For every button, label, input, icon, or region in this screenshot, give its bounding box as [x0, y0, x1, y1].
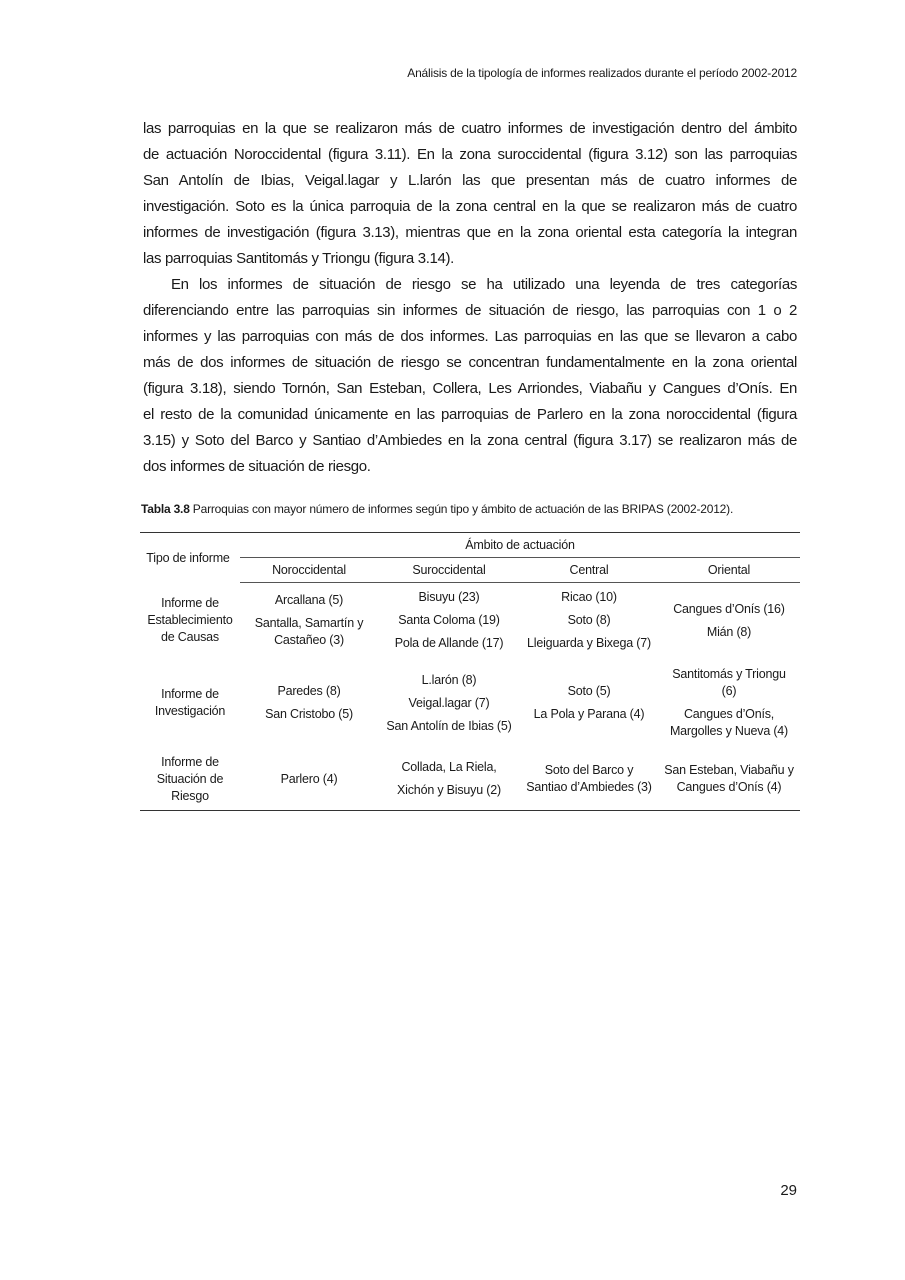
parish-entry: Santitomás y Triongu (6) [672, 667, 786, 698]
parish-entry: Mián (8) [706, 624, 752, 639]
table-cell [658, 748, 800, 811]
body-text [143, 116, 797, 480]
row-header-label: Tipo de informe [146, 551, 233, 565]
parish-entry: Ricao (10) [561, 590, 617, 604]
caption-text: Parroquias con mayor número de informes según tipo y ámbito de actuación de las BRIPAS (2002-2012). [189, 502, 734, 516]
running-header: Análisis de la tipología de informes realizados durante el período 2002-2012 [407, 66, 797, 80]
report-type-cell [140, 748, 240, 811]
parish-entry: Parlero (4) [280, 771, 338, 786]
table-row [140, 658, 800, 748]
column-header: Oriental [658, 558, 800, 583]
parish-entry: Santa Coloma (19) [398, 613, 500, 627]
text-line: de actuación Noroccidental (figura 3.11). En la zona suroccidental (figura 3.12) son las parroquias [143, 146, 797, 163]
group-header: Ámbito de actuación [240, 533, 800, 558]
table-cell [658, 658, 800, 748]
table-cell [378, 583, 520, 659]
parish-entry: San Antolín de Ibias (5) [386, 718, 512, 733]
column-header: Suroccidental [378, 558, 520, 583]
parish-entry: Cangues d’Onís, Margolles y Nueva (4) [669, 707, 789, 738]
column-header: Central [520, 558, 658, 583]
paragraph [143, 272, 797, 480]
parish-entry: Soto (5) [567, 684, 611, 698]
caption-label: Tabla 3.8 [141, 502, 190, 516]
parish-entry: Cangues d’Onís (16) [673, 601, 785, 616]
text-line: informes y las parroquias con más de dos informes. Las parroquias en las que se llevaron a cabo [143, 328, 797, 345]
table-row [140, 748, 800, 811]
parish-entry: Veigal.lagar (7) [408, 695, 490, 710]
text-line: las parroquias en la que se realizaron más de cuatro informes de investigación dentro del ámbito [143, 120, 797, 137]
row-header [140, 533, 240, 583]
table-cell [520, 658, 658, 748]
report-type: Informe de Situación de Riesgo [156, 754, 224, 803]
parish-entry: Bisuyu (23) [418, 590, 480, 604]
text-line: más de dos informes de situación de riesgo se concentran fundamentalmente en la zona oriental [143, 354, 797, 371]
text-line: el resto de la comunidad únicamente en las parroquias de Parlero en la zona noroccidental (figura [143, 406, 797, 423]
parish-table [140, 532, 800, 811]
parish-entry: Arcallana (5) [274, 593, 344, 607]
text-line: dos informes de situación de riesgo. [143, 458, 371, 475]
parish-entry: San Esteban, Viabañu y Cangues d’Onís (4) [664, 763, 794, 794]
table-cell [240, 748, 378, 811]
parish-entry: La Pola y Parana (4) [533, 707, 645, 721]
parish-entry: Soto (8) [567, 613, 611, 627]
parish-entry: Soto del Barco y Santiao d’Ambiedes (3) [526, 763, 652, 794]
parish-entry: San Cristobo (5) [265, 707, 353, 721]
parish-entry: Paredes (8) [277, 684, 341, 698]
table-cell [520, 748, 658, 811]
text-line: (figura 3.18), siendo Tornón, San Esteban, Collera, Les Arriondes, Viabañu y Cangues d’Onís. En [143, 380, 797, 397]
text-line: En los informes de situación de riesgo se ha utilizado una leyenda de tres categorías [171, 276, 797, 293]
report-type-cell [140, 583, 240, 659]
paragraph [143, 116, 797, 272]
parish-entry: Collada, La Riela, [401, 760, 497, 774]
report-type-cell [140, 658, 240, 748]
text-line: 3.15) y Soto del Barco y Santiao d’Ambiedes en la zona central (figura 3.17) se realizaron más de [143, 432, 797, 449]
text-line: diferenciando entre las parroquias sin informes de situación de riesgo, las parroquias con 1 o 2 [143, 302, 797, 319]
report-type: Informe de Establecimiento de Causas [147, 595, 233, 644]
text-line: investigación. Soto es la única parroquia de la zona central en la que se realizaron más de cuatro [143, 198, 797, 215]
parish-entry: Pola de Allande (17) [394, 636, 504, 650]
table-cell [378, 748, 520, 811]
table-cell [240, 583, 378, 659]
table-row [140, 583, 800, 659]
parish-entry: Santalla, Samartín y Castañeo (3) [254, 616, 364, 647]
text-line: las parroquias Santitomás y Triongu (figura 3.14). [143, 250, 454, 267]
parish-entry: L.larón (8) [421, 672, 477, 687]
text-line: informes de investigación (figura 3.13), mientras que en la zona oriental esta categoría la integran [143, 224, 797, 241]
table-cell [240, 658, 378, 748]
parish-entry: Lleiguarda y Bixega (7) [527, 636, 651, 650]
report-type: Informe de Investigación [154, 687, 226, 718]
table-cell [378, 658, 520, 748]
page-number: 29 [780, 1182, 797, 1199]
parish-entry: Xichón y Bisuyu (2) [397, 783, 501, 797]
table-cell [658, 583, 800, 659]
text-line: San Antolín de Ibias, Veigal.lagar y L.larón las que presentan más de cuatro informes de [143, 172, 797, 189]
table-caption [141, 502, 733, 516]
table-cell [520, 583, 658, 659]
column-header: Noroccidental [240, 558, 378, 583]
